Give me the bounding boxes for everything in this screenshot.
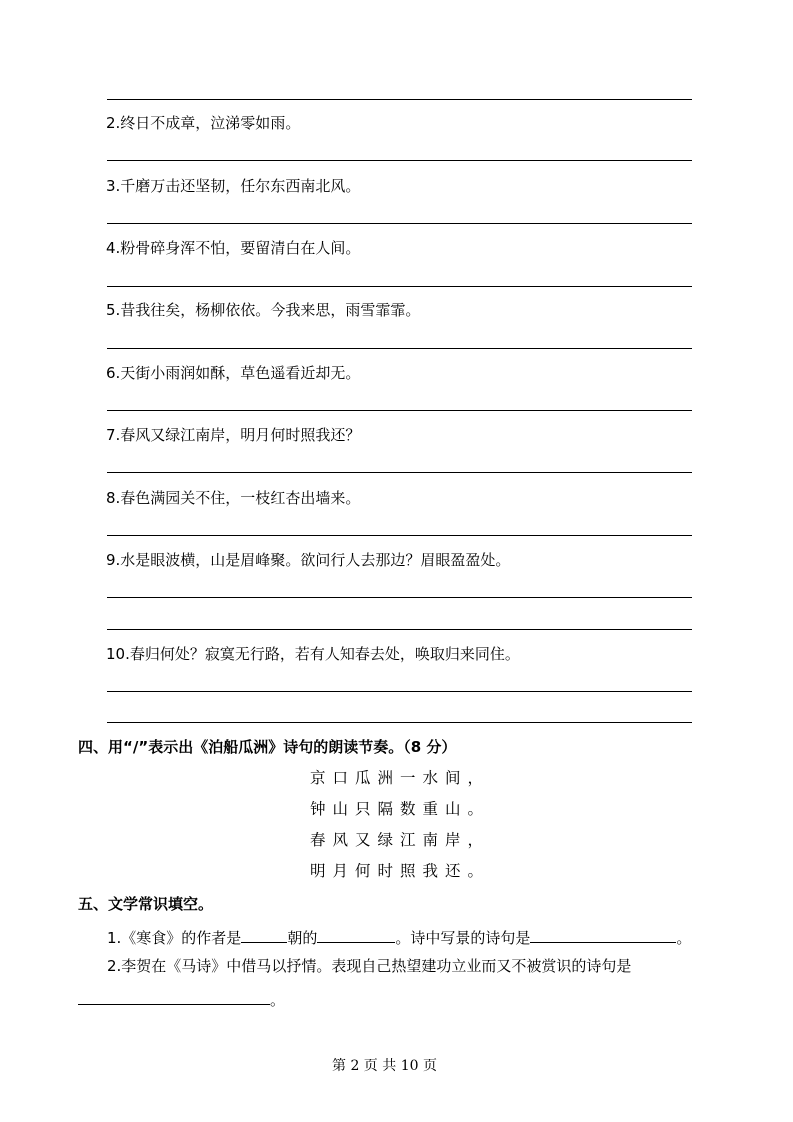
answer-line (107, 597, 692, 598)
section-5-question-1 (107, 925, 691, 948)
answer-line (107, 286, 692, 287)
answer-line (107, 348, 692, 349)
question-8: 8.春色满园关不住，一枝红杏出墙来。 (106, 489, 361, 507)
answer-line (107, 535, 692, 536)
blank-poem-line[interactable] (78, 987, 270, 1005)
answer-line (107, 223, 692, 224)
question-6: 6.天街小雨润如酥，草色遥看近却无。 (106, 364, 361, 382)
poem-line-1: 京口瓜洲一水间， (310, 769, 491, 787)
question-10: 10.春归何处？寂寞无行路，若有人知春去处，唤取归来同住。 (106, 645, 520, 663)
question-7: 7.春风又绿江南岸，明月何时照我还？ (106, 426, 361, 444)
q1-text-b: 朝的 (287, 929, 318, 947)
answer-line (107, 410, 692, 411)
q2-end: 。 (270, 991, 286, 1009)
question-4: 4.粉骨碎身浑不怕，要留清白在人间。 (106, 239, 361, 257)
q1-text-d: 。 (676, 929, 692, 947)
blank-dynasty[interactable] (241, 925, 287, 943)
poem-line-2: 钟山只隔数重山。 (310, 800, 491, 818)
answer-line (107, 160, 692, 161)
section-5-question-2: 2.李贺在《马诗》中借马以抒情。表现自己热望建功立业而又不被赏识的诗句是 (107, 957, 632, 975)
answer-line (107, 722, 692, 723)
poem-line-4: 明月何时照我还。 (310, 862, 491, 880)
section-5-title: 五、文学常识填空。 (78, 895, 214, 913)
q1-text-a: 1.《寒食》的作者是 (107, 929, 242, 947)
section-5-question-2-answer (78, 987, 285, 1010)
question-2: 2.终日不成章，泣涕零如雨。 (106, 114, 301, 132)
q1-text-c: 。诗中写景的诗句是 (395, 929, 531, 947)
page-number: 第 2 页 共 10 页 (332, 1058, 437, 1074)
blank-author[interactable] (317, 925, 395, 943)
poem-line-3: 春风又绿江南岸， (310, 831, 491, 849)
question-5: 5.昔我往矣，杨柳依依。今我来思，雨雪霏霏。 (106, 301, 421, 319)
blank-scenery-line[interactable] (530, 925, 676, 943)
answer-line (107, 472, 692, 473)
answer-line (107, 629, 692, 630)
question-9: 9.水是眼波横，山是眉峰聚。欲问行人去那边？眉眼盈盈处。 (106, 551, 511, 569)
question-3: 3.千磨万击还坚韧，任尔东西南北风。 (106, 177, 361, 195)
answer-line (107, 99, 692, 100)
answer-line (107, 691, 692, 692)
section-4-title: 四、用“/”表示出《泊船瓜洲》诗句的朗读节奏。（8 分） (78, 738, 457, 756)
